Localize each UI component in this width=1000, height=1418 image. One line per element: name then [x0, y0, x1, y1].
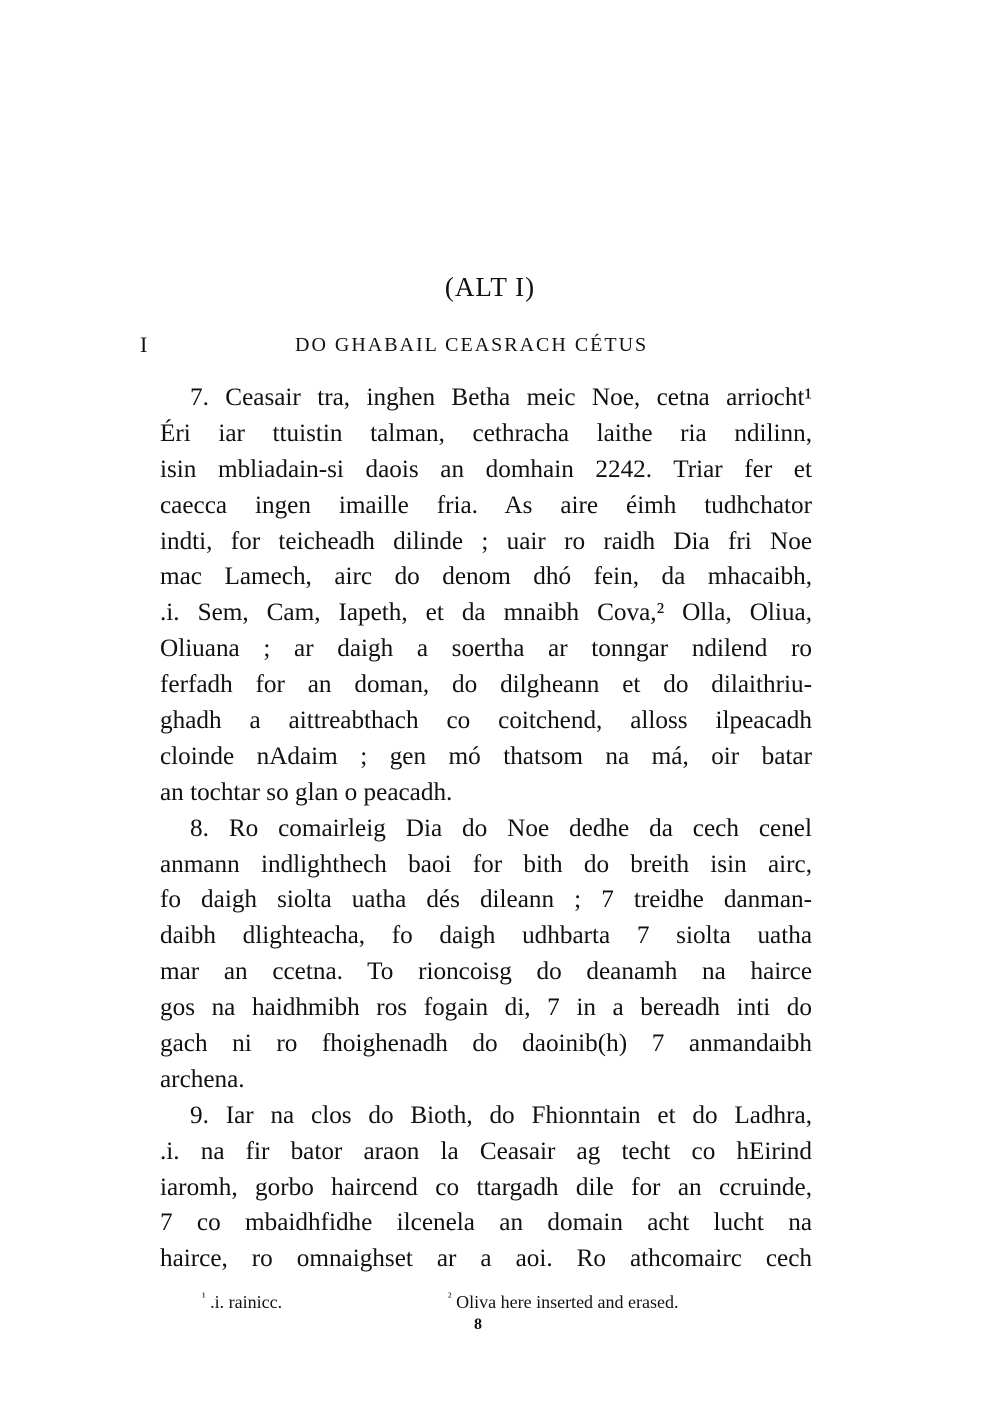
- text-line: 8. Ro comairleig Dia do Noe dedhe da cech cenel: [190, 814, 812, 842]
- text-line: gach ni ro fhoighenadh do daoinib(h) 7 anmandaibh: [160, 1030, 812, 1058]
- footnote-2-mark: ²: [448, 1290, 452, 1304]
- footnote-2: [448, 1292, 679, 1313]
- text-line: an tochtar so glan o peacadh.: [160, 778, 453, 806]
- text-line: fo daigh siolta uatha dés dileann ; 7 treidhe danman-: [160, 886, 812, 914]
- text-line: daibh dlighteacha, fo daigh udhbarta 7 siolta uatha: [160, 922, 812, 950]
- text-line: 9. Iar na clos do Bioth, do Fhionntain et do Ladhra,: [190, 1101, 812, 1129]
- text-line: anmann indlighthech baoi for bith do breith isin airc,: [160, 850, 812, 878]
- text-line: hairce, ro omnaighset ar a aoi. Ro athcomairc cech: [160, 1245, 812, 1273]
- text-line: indti, for teicheadh dilinde ; uair ro raidh Dia fri Noe: [160, 527, 812, 555]
- text-line: Oliuana ; ar daigh a soertha ar tonngar ndilend ro: [160, 635, 812, 663]
- footnotes: [0, 1292, 1000, 1322]
- text-line: archena.: [160, 1065, 245, 1093]
- margin-number: I: [140, 332, 148, 357]
- text-line: iaromh, gorbo haircend co ttargadh dile for an ccruinde,: [160, 1173, 812, 1201]
- footnote-1-mark: ¹: [202, 1290, 206, 1304]
- text-line: .i. na fir bator araon la Ceasair ag techt co hEirind: [160, 1137, 812, 1165]
- text-line: caecca ingen imaille fria. As aire éimh tudhchator: [160, 491, 812, 519]
- text-line: mac Lamech, airc do denom dhó fein, da mhacaibh,: [160, 563, 812, 591]
- text-line: cloinde nAdaim ; gen mó thatsom na má, oir batar: [160, 742, 812, 770]
- text-line: ghadh a aittreabthach co coitchend, alloss ilpeacadh: [160, 707, 812, 735]
- text-line: 7. Ceasair tra, inghen Betha meic Noe, cetna arriocht¹: [190, 384, 812, 411]
- section-heading-text: (ALT I): [444, 272, 536, 302]
- chapter-title-row: [0, 330, 1000, 362]
- chapter-title: DO GHABAIL CEASRACH CÉTUS: [295, 334, 649, 356]
- text-line: gos na haidhmibh ros fogain di, 7 in a bereadh inti do: [160, 994, 812, 1022]
- text-line: ferfadh for an doman, do dilgheann et do dilaithriu-: [160, 671, 812, 699]
- section-heading: [0, 272, 1000, 303]
- text-line: mar an ccetna. To rioncoisg do deanamh na hairce: [160, 958, 812, 986]
- text-line: 7 co mbaidhfidhe ilcenela an domain acht lucht na: [160, 1209, 812, 1237]
- text-line: isin mbliadain-si daois an domhain 2242. Triar fer et: [160, 455, 812, 483]
- footnote-2-text: Oliva here inserted and erased.: [456, 1292, 679, 1312]
- text-line: .i. Sem, Cam, Iapeth, et da mnaibh Cova,² Olla, Oliua,: [160, 599, 812, 627]
- text-line: Éri iar ttuistin talman, cethracha laithe ria ndilinn,: [160, 419, 812, 447]
- footnote-1-text: .i. rainicc.: [210, 1292, 283, 1312]
- body-text: [160, 380, 812, 1277]
- footnote-1: [202, 1292, 282, 1313]
- page-number: 8: [474, 1316, 482, 1333]
